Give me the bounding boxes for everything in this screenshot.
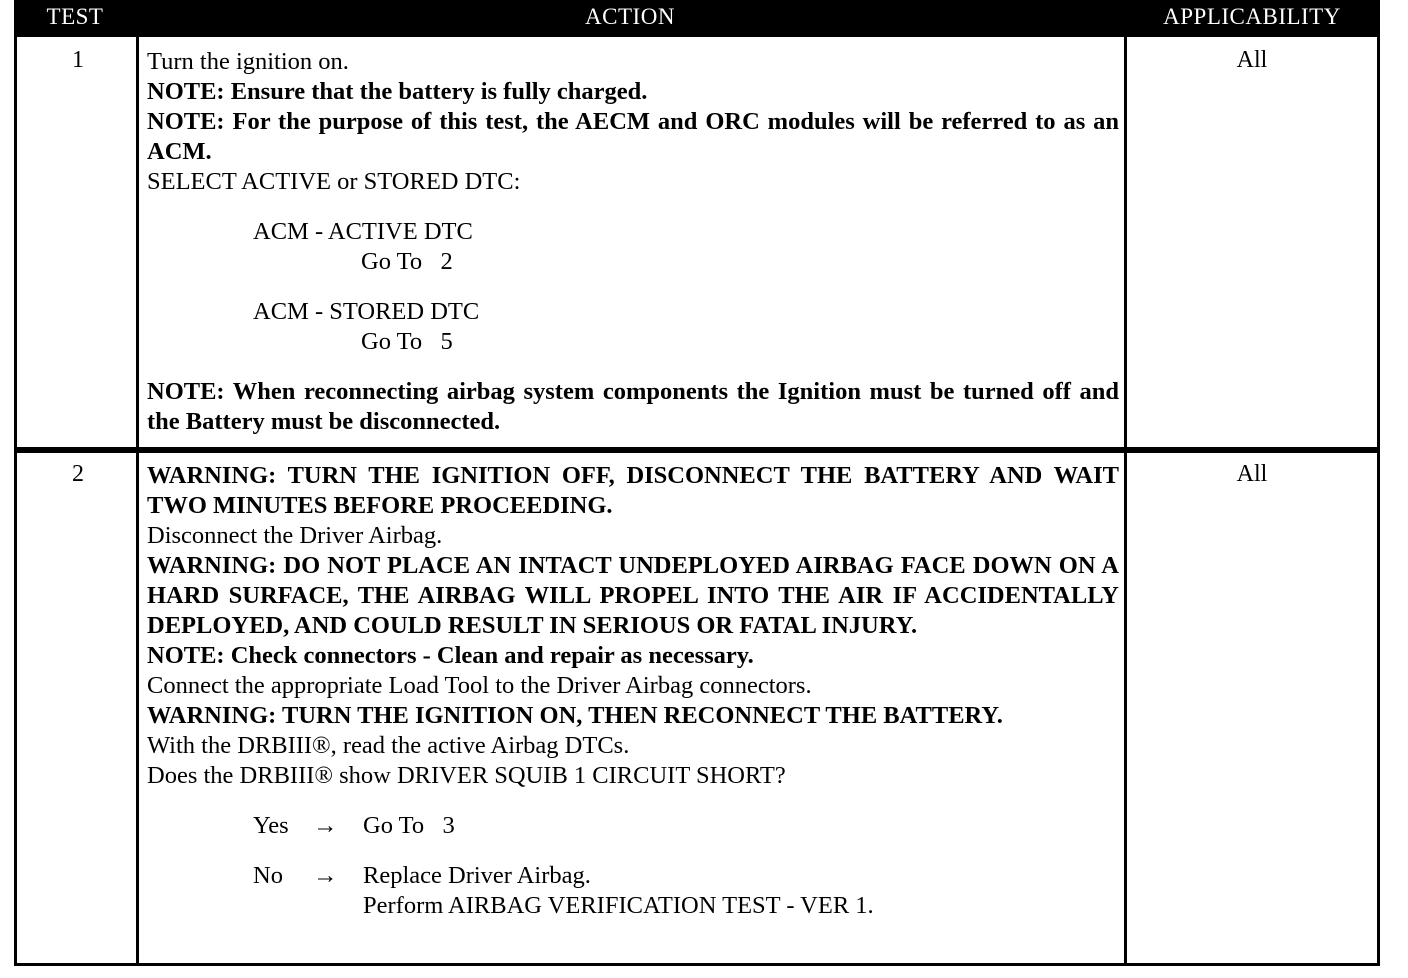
note-text: NOTE: For the purpose of this test, the AECM and ORC modules will be referred to as an ACM. (147, 108, 1119, 165)
step-text: Connect the appropriate Load Tool to the Driver Airbag connectors. (147, 672, 812, 699)
step-text: Disconnect the Driver Airbag. (147, 522, 443, 549)
applicability-value: All (1236, 47, 1268, 73)
goto-text: Go To 2 (361, 248, 453, 275)
note-text: NOTE: Check connectors - Clean and repair as necessary. (147, 642, 754, 669)
option-label: ACM - STORED DTC (253, 298, 480, 325)
column-divider (1124, 453, 1127, 963)
yes-option (147, 811, 1119, 841)
yes-result: Go To 3 (363, 812, 455, 839)
goto-text: Go To 5 (361, 328, 453, 355)
column-divider (136, 453, 139, 963)
test-number: 2 (72, 461, 84, 487)
no-label: No (253, 862, 283, 889)
table-row-test-1 (14, 37, 1380, 450)
no-option (147, 861, 1119, 921)
no-result (363, 861, 1119, 921)
column-divider (1124, 37, 1127, 447)
yes-label: Yes (253, 812, 289, 839)
header-applicability: APPLICABILITY (1163, 4, 1341, 29)
arrow-icon: → (313, 862, 338, 889)
test-number: 1 (72, 47, 84, 73)
warning-text: WARNING: DO NOT PLACE AN INTACT UNDEPLOYED AIRBAG FACE DOWN ON A HARD SURFACE, THE AIRBAG WILL PROPEL INTO THE AIR IF ACCIDENTALLY DEPLOYED, AND COULD RESULT IN SERIOUS OR FATAL INJURY. (147, 552, 1119, 639)
diagnostic-table (14, 0, 1380, 966)
option-label: ACM - ACTIVE DTC (253, 218, 473, 245)
note-text: NOTE: Ensure that the battery is fully charged. (147, 78, 648, 105)
step-text: With the DRBIII®, read the active Airbag DTCs. (147, 732, 630, 759)
question-text: Does the DRBIII® show DRIVER SQUIB 1 CIRCUIT SHORT? (147, 762, 786, 789)
action-cell (147, 461, 1119, 921)
header-test: TEST (46, 4, 104, 29)
no-result-line: Perform AIRBAG VERIFICATION TEST - VER 1. (363, 892, 874, 919)
applicability-value: All (1236, 461, 1268, 487)
table-row-test-2 (14, 450, 1380, 966)
arrow-icon: → (313, 812, 338, 839)
table-header (14, 0, 1380, 37)
action-cell (147, 47, 1119, 437)
column-divider (136, 37, 139, 447)
warning-text: WARNING: TURN THE IGNITION ON, THEN RECONNECT THE BATTERY. (147, 702, 1003, 729)
step-text: Turn the ignition on. (147, 48, 349, 75)
step-text: SELECT ACTIVE or STORED DTC: (147, 168, 521, 195)
note-text: NOTE: When reconnecting airbag system components the Ignition must be turned off and the Battery must be disconnected. (147, 378, 1119, 435)
no-result-line: Replace Driver Airbag. (363, 862, 591, 889)
warning-text: WARNING: TURN THE IGNITION OFF, DISCONNECT THE BATTERY AND WAIT TWO MINUTES BEFORE PROCEEDING. (147, 462, 1119, 519)
header-action: ACTION (585, 4, 675, 29)
